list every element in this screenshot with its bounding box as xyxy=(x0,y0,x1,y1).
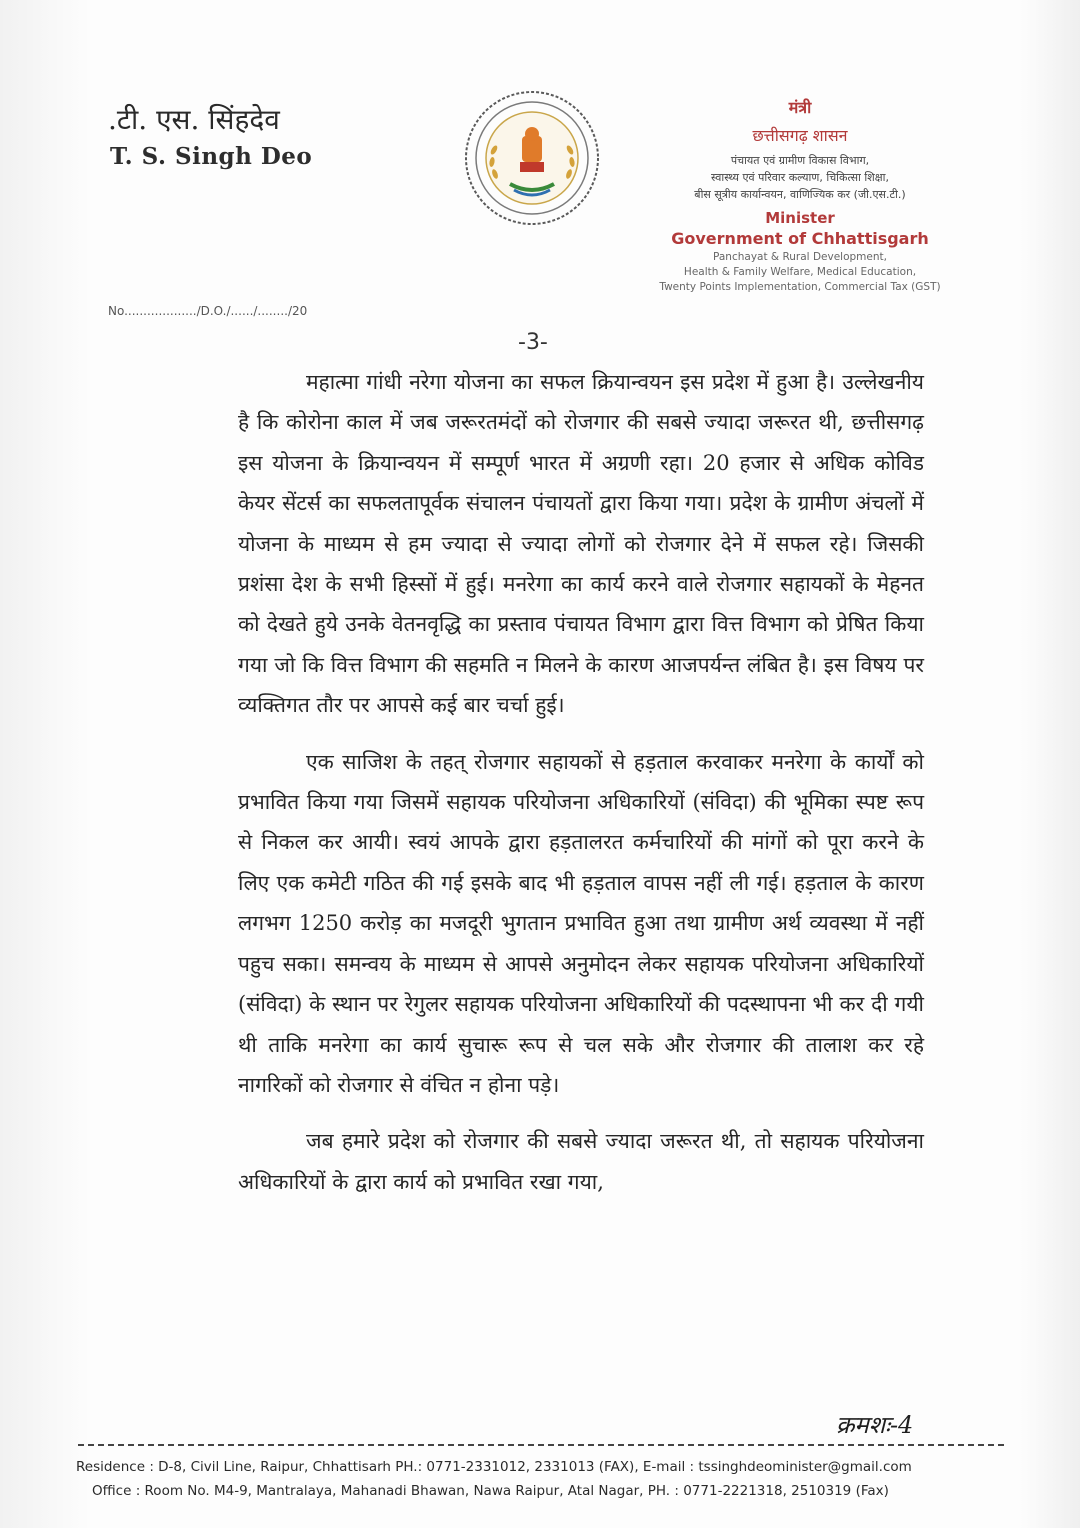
department-english-line: Health & Family Welfare, Medical Education, xyxy=(683,266,917,278)
letter-body xyxy=(238,362,924,1218)
departments-hindi xyxy=(620,152,980,203)
department-hindi-line: पंचायत एवं ग्रामीण विकास विभाग, xyxy=(730,154,870,167)
footer-residence: Residence : D-8, Civil Line, Raipur, Chhattisarh PH.: 0771-2331012, 2331013 (FAX), E-mail : tssinghdeominister@gmail.com xyxy=(76,1459,912,1475)
government-english: Government of Chhattisgarh xyxy=(671,229,929,248)
department-hindi-line: बीस सूत्रीय कार्यान्वयन, वाणिज्यिक कर (जी.एस.टी.) xyxy=(694,188,906,201)
minister-designation-block xyxy=(620,96,980,295)
body-paragraph: जब हमारे प्रदेश को रोजगार की सबसे ज्यादा जरूरत थी, तो सहायक परियोजना अधिकारियों के द्वारा कार्य को प्रभावित रखा गया, xyxy=(238,1129,924,1194)
body-paragraph: महात्मा गांधी नरेगा योजना का सफल क्रियान्वयन इस प्रदेश में हुआ है। उल्लेखनीय है कि कोरोना काल में जब जरूरतमंदों को रोजगार की सबसे ज्यादा जरूरत थी, छत्तीसगढ़ इस योजना के क्रियान्वयन में सम्पूर्ण भारत में अग्रणी रहा। 20 हजार से अधिक कोविड केयर सेंटर्स का सफलतापूर्वक संचालन पंचायतों द्वारा किया गया। प्रदेश के ग्रामीण अंचलों में योजना के माध्यम से हम ज्यादा से ज्यादा लोगों को रोजगार देने में सफल रहे। जिसकी प्रशंसा देश के सभी हिस्सों में हुई। मनरेगा का कार्य करने वाले रोजगार सहायकों के मेहनत को देखते हुये उनके वेतनवृद्धि का प्रस्ताव पंचायत विभाग द्वारा वित्त विभाग को प्रेषित किया गया जो कि वित्त विभाग की सहमति न मिलने के कारण आजपर्यन्त लंबित है। इस विषय पर व्यक्तिगत तौर पर आपसे कई बार चर्चा हुई। xyxy=(238,370,924,718)
page-number: -3- xyxy=(518,330,548,355)
scan-shadow-right xyxy=(1020,0,1080,1528)
sender-name-english: T. S. Singh Deo xyxy=(110,143,313,170)
departments-english xyxy=(620,250,980,295)
chhattisgarh-emblem-seal xyxy=(462,88,602,228)
department-english-line: Panchayat & Rural Development, xyxy=(713,251,887,263)
department-english-line: Twenty Points Implementation, Commercial Tax (GST) xyxy=(659,281,941,293)
body-paragraph: एक साजिश के तहत् रोजगार सहायकों से हड़ताल करवाकर मनरेगा के कार्यों को प्रभावित किया गया जिसमें सहायक परियोजना अधिकारियों (संविदा) की भूमिका स्पष्ट रूप से निकल कर आयी। स्वयं आपके द्वारा हड़तालरत कर्मचारियों की मांगों को पूरा करने के लिए एक कमेटी गठित की गई इसके बाद भी हड़ताल वापस नहीं ली गई। हड़ताल के कारण लगभग 1250 करोड़ का मजदूरी भुगतान प्रभावित हुआ तथा ग्रामीण अर्थ व्यवस्था में नहीं पहुच सका। समन्वय के माध्यम से आपसे अनुमोदन लेकर सहायक परियोजना अधिकारियों (संविदा) के स्थान पर रेगुलर सहायक परियोजना अधिकारियों की पदस्थापना भी कर दी गयी थी ताकि मनरेगा का कार्य सुचारू रूप से चल सके और रोजगार की तालाश कर रहे नागरिकों को रोजगार से वंचित न होना पड़े। xyxy=(238,749,924,1097)
designation-english: Minister xyxy=(765,209,835,227)
continuation-note: क्रमशः-4 xyxy=(836,1411,914,1439)
footer-divider xyxy=(78,1444,1004,1446)
department-hindi-line: स्वास्थ्य एवं परिवार कल्याण, चिकित्सा शिक्षा, xyxy=(711,171,889,184)
sender-name-hindi: .टी. एस. सिंहदेव xyxy=(108,103,280,136)
reference-number-line: No.................../D.O./....../......../20 xyxy=(108,304,308,318)
government-hindi: छत्तीसगढ़ शासन xyxy=(752,126,848,145)
footer-office: Office : Room No. M4-9, Mantralaya, Mahanadi Bhawan, Nawa Raipur, Atal Nagar, PH. : 0771-2221318, 2510319 (Fax) xyxy=(92,1483,889,1499)
designation-hindi: मंत्री xyxy=(788,98,812,117)
scan-shadow-left xyxy=(0,0,90,1528)
